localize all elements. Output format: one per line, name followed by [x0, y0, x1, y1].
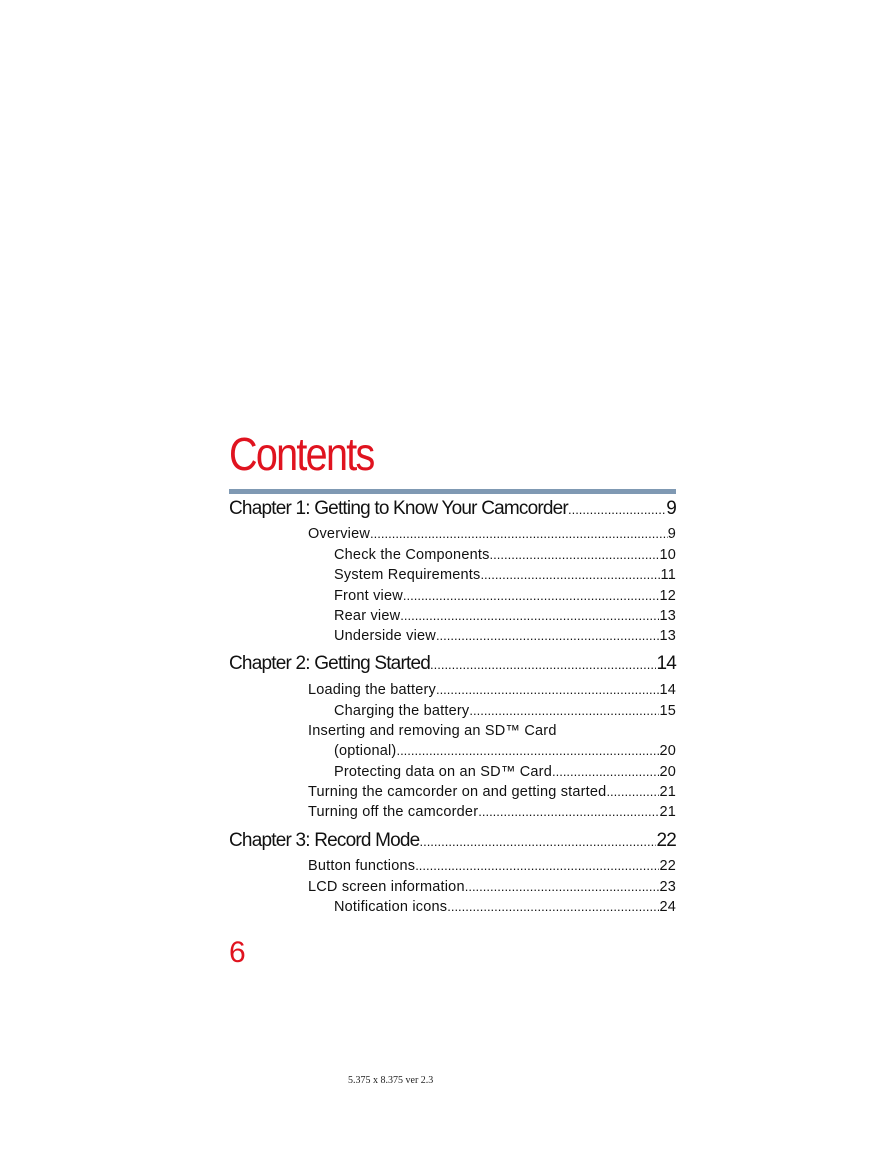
toc-page: 22: [656, 830, 676, 851]
leader-dots: [370, 526, 668, 541]
leader-dots: [403, 588, 660, 603]
toc-page: 11: [660, 567, 676, 583]
toc-entry[interactable]: [334, 899, 676, 915]
toc-label: Button functions: [308, 858, 416, 874]
toc-chapter-1[interactable]: [229, 498, 676, 520]
toc-entry-heading[interactable]: Inserting and removing an SD™ Card: [308, 723, 557, 739]
toc-entry[interactable]: [308, 858, 676, 874]
page-title: Contents: [229, 428, 374, 480]
leader-dots: [436, 682, 660, 697]
toc-label: Notification icons: [334, 899, 448, 915]
toc-label: Chapter 1: Getting to Know Your Camcorder: [229, 498, 568, 519]
print-footer: 5.375 x 8.375 ver 2.3: [348, 1075, 434, 1086]
toc-label: LCD screen information: [308, 879, 465, 895]
toc-page: 23: [659, 879, 676, 895]
toc-label: Check the Components: [334, 547, 490, 563]
toc-label: Protecting data on an SD™ Card: [334, 764, 552, 780]
toc-page: 13: [659, 628, 676, 644]
leader-dots: [490, 547, 660, 562]
toc-page: 10: [659, 547, 676, 563]
toc-page: 20: [659, 743, 676, 759]
toc-label: Charging the battery: [334, 703, 470, 719]
toc-page: 14: [659, 682, 676, 698]
leader-dots: [606, 784, 659, 799]
toc-entry[interactable]: [308, 682, 676, 698]
toc-entry[interactable]: [308, 784, 676, 800]
leader-dots: [436, 628, 660, 643]
toc-page: 9: [667, 526, 676, 542]
toc-label: Front view: [334, 588, 403, 604]
page-number: 6: [229, 936, 246, 969]
leader-dots: [447, 899, 659, 914]
toc-page: 9: [666, 498, 676, 519]
toc-entry[interactable]: [334, 764, 676, 780]
toc-page: 15: [659, 703, 676, 719]
toc-entry[interactable]: [334, 547, 676, 563]
toc-label: Rear view: [334, 608, 401, 624]
toc-page: 13: [659, 608, 676, 624]
toc-label: Turning off the camcorder: [308, 804, 479, 820]
leader-dots: [430, 657, 656, 672]
toc-label: Chapter 3: Record Mode: [229, 830, 420, 851]
leader-dots: [552, 764, 659, 779]
leader-dots: [400, 608, 659, 623]
toc-chapter-3[interactable]: [229, 830, 676, 852]
toc-page: 22: [659, 858, 676, 874]
leader-dots: [480, 567, 660, 582]
leader-dots: [465, 879, 660, 894]
toc-page: 12: [659, 588, 676, 604]
toc-label: Loading the battery: [308, 682, 436, 698]
toc-entry[interactable]: [334, 608, 676, 624]
title-rule: [229, 489, 676, 494]
toc-entry[interactable]: [308, 804, 676, 820]
leader-dots: [568, 502, 666, 517]
toc-entry[interactable]: [308, 526, 676, 542]
leader-dots: [478, 804, 659, 819]
toc-entry[interactable]: [334, 628, 676, 644]
leader-dots: [415, 858, 659, 873]
toc-page: 20: [659, 764, 676, 780]
leader-dots: [396, 743, 659, 758]
toc-label: (optional): [334, 743, 397, 759]
toc-entry[interactable]: [334, 703, 676, 719]
toc-entry[interactable]: [334, 567, 676, 583]
leader-dots: [469, 703, 659, 718]
toc-label: Turning the camcorder on and getting started: [308, 784, 607, 800]
toc-page: 14: [656, 653, 676, 674]
toc-page: 21: [659, 784, 676, 800]
toc-entry[interactable]: [334, 588, 676, 604]
toc-label: System Requirements: [334, 567, 481, 583]
toc-label: Overview: [308, 526, 371, 542]
toc-entry[interactable]: [308, 879, 676, 895]
toc-label: Underside view: [334, 628, 436, 644]
leader-dots: [419, 834, 656, 849]
toc-label: Chapter 2: Getting Started: [229, 653, 430, 674]
toc-page: 24: [659, 899, 676, 915]
toc-chapter-2[interactable]: [229, 653, 676, 675]
toc-page: 21: [659, 804, 676, 820]
toc-entry[interactable]: [334, 743, 676, 759]
